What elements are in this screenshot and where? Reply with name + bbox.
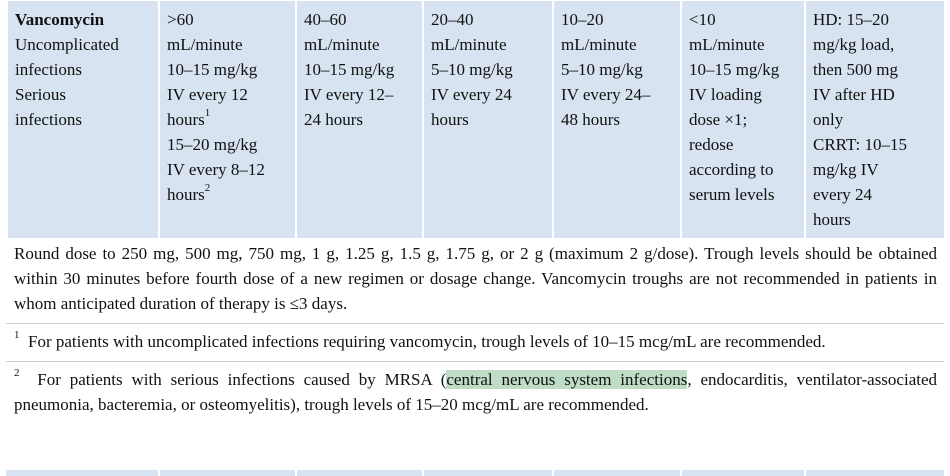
drug-name: Vancomycin [15,10,105,29]
vancomycin-row [7,0,945,239]
cell-text: IV every 8–12 [167,160,265,179]
indication-text: Serious [15,85,66,104]
next-table-row-edge [6,468,944,476]
cell-text: IV every 24 [431,85,512,104]
footnote-2-pre: For patients with serious infections caused by MRSA ( [37,370,447,389]
cell-text: 48 hours [561,110,621,129]
footnote-2-mark: 2 [14,367,20,380]
cell-text: 10–15 mg/kg [167,60,258,79]
footnote-2-post: , endocarditis, ventilator-associated pneumonia, bacteremia, or osteomyelitis), trough levels of 15–20 mcg/mL are recommended. [14,370,938,414]
footnote-1 [6,324,944,362]
drug-cell [7,0,159,239]
cell-text: mg/kg load, [813,35,895,54]
cell-text: 10–15 mg/kg [304,60,395,79]
cell-text: 5–10 mg/kg [431,60,513,79]
cell-text: dose ×1; [689,110,748,129]
dialysis-cell [805,0,945,239]
cell-text: 15–20 mg/kg [167,135,258,154]
footnote-mark-1: 1 [204,107,211,120]
cell-text: mL/minute [167,35,243,54]
cell-text: CRRT: 10–15 [813,135,908,154]
cell-text: IV every 12 [167,85,248,104]
cell-text: 24 hours [304,110,364,129]
cell-text: IV every 24– [561,85,651,104]
cell-text: mL/minute [561,35,637,54]
cell-text: IV after HD [813,85,895,104]
dosing-table [6,0,946,240]
footnote-1-mark: 1 [14,329,20,342]
footnote-1-text: For patients with uncomplicated infections requiring vancomycin, trough levels of 10–15 mcg/mL are recommended. [28,332,826,351]
notes-section [6,232,944,468]
cell-text: >60 [167,10,194,29]
cell-text: according to [689,160,774,179]
crcl-over-60-cell [159,0,296,239]
cell-text: HD: 15–20 [813,10,890,29]
cell-text: 20–40 [431,10,474,29]
indication-text: Uncomplicated [15,35,119,54]
cell-text: 40–60 [304,10,347,29]
cell-text: serum levels [689,185,775,204]
cell-text: every 24 [813,185,873,204]
cell-text: mL/minute [431,35,507,54]
crcl-40-60-cell [296,0,423,239]
cell-text: hours [167,185,205,204]
indication-text: infections [15,60,83,79]
cell-text: mg/kg IV [813,160,879,179]
indication-text: infections [15,110,83,129]
cell-text: mL/minute [689,35,765,54]
footnote-mark-2: 2 [204,182,211,195]
footnote-2 [6,362,944,421]
cell-text: only [813,110,844,129]
dosing-note: Round dose to 250 mg, 500 mg, 750 mg, 1 g, 1.25 g, 1.5 g, 1.75 g, or 2 g (maximum 2 g/dose). Trough levels should be obtained within 30 minutes before fourth dose of a new regimen or dosage change. Vancomycin troughs are not recommended in patients in whom anticipated duration of therapy is ≤3 days. [6,232,944,324]
cell-text: mL/minute [304,35,380,54]
cell-text: IV every 12– [304,85,394,104]
cell-text: hours [167,110,205,129]
crcl-under-10-cell [681,0,805,239]
cell-text: 10–15 mg/kg [689,60,780,79]
crcl-10-20-cell [553,0,681,239]
cell-text: 10–20 [561,10,604,29]
cell-text: hours [431,110,469,129]
cell-text: then 500 mg [813,60,898,79]
cell-text: IV loading [689,85,762,104]
cell-text: 5–10 mg/kg [561,60,643,79]
cell-text: hours [813,210,851,229]
crcl-20-40-cell [423,0,553,239]
cell-text: <10 [689,10,716,29]
highlighted-text[interactable]: central nervous system infections [446,370,688,389]
cell-text: redose [689,135,734,154]
